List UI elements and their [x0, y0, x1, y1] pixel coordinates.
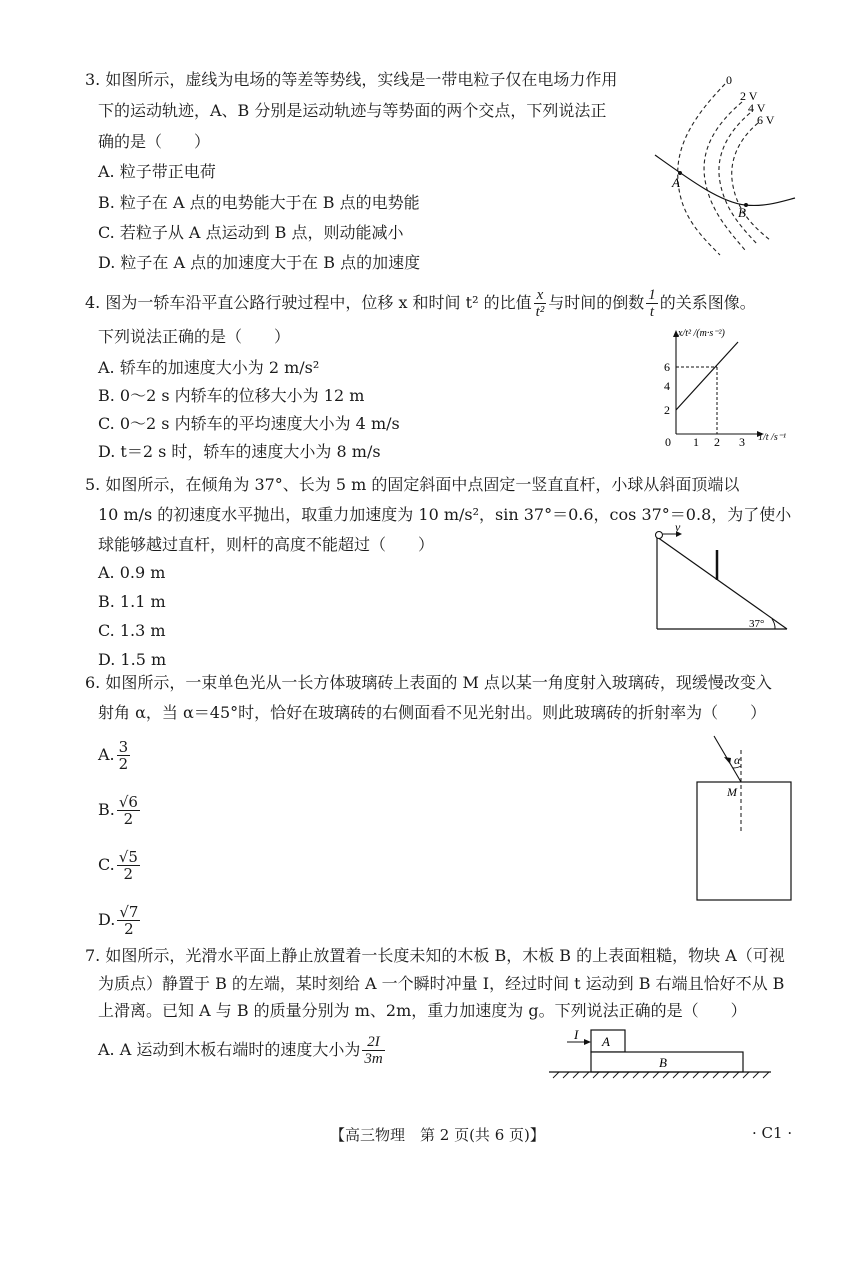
q6-alpha-label: α	[734, 753, 741, 767]
q3-label-6v: 6 V	[757, 113, 775, 127]
q6-stem-line-1: 6. 如图所示，一束单色光从一长方体玻璃砖上表面的 M 点以某一角度射入玻璃砖，现缓慢改变入	[85, 673, 772, 692]
q6-option-b-fraction	[117, 794, 140, 827]
q4-x-tick-3: 3	[739, 435, 745, 449]
q7-ground-hatch	[553, 1072, 769, 1078]
q7-option-a	[98, 1030, 387, 1070]
q6-ray-arrowhead	[724, 757, 731, 764]
q4-fraction-1-over-t	[646, 287, 658, 320]
q6-option-c-fraction	[117, 849, 140, 882]
q7-stem-line-3: 上滑离。已知 A 与 B 的质量分别为 m、2m，重力加速度为 g。下列说法正确的是（ ）	[98, 1001, 747, 1020]
q7-option-a-den: 3m	[364, 1051, 383, 1067]
q7-stem-line-2: 为质点）静置于 B 的左端，某时刻给 A 一个瞬时冲量 I，经过时间 t 运动到 B 右端且恰好不从 B	[98, 974, 785, 993]
q4-stem-line-2: 下列说法正确的是（ ）	[98, 327, 291, 346]
q7-option-a-fraction	[362, 1034, 384, 1067]
q6-option-c-den: 2	[123, 865, 134, 883]
q4-y-label: x/t² /(m·s⁻²)	[678, 328, 725, 339]
q3-label-2v: 2 V	[740, 89, 758, 103]
q5-option-d: D. 1.5 m	[98, 650, 167, 669]
q6-option-b-num: √6	[118, 793, 138, 811]
q3-label-0: 0	[726, 73, 732, 87]
q6-option-d-fraction	[117, 904, 140, 937]
q4-option-a: A. 轿车的加速度大小为 2 m/s²	[98, 358, 320, 377]
q7-block-a-label: A	[602, 1034, 610, 1049]
q3-label-4v: 4 V	[748, 101, 766, 115]
q7-impulse-arrowhead	[584, 1039, 591, 1045]
q6-glass-block	[697, 782, 791, 900]
q6-option-d-den: 2	[124, 920, 134, 938]
q6-option-c-letter: C.	[98, 855, 115, 874]
q5-incline-slope	[657, 537, 787, 629]
q3-option-a: A. 粒子带正电荷	[98, 162, 216, 181]
q4-fraction-x-over-t2	[534, 287, 547, 320]
q3-point-b-label: B	[738, 205, 746, 220]
q5-option-a: A. 0.9 m	[98, 563, 166, 582]
q7-board-b	[591, 1052, 743, 1072]
q4-frac1-num: x	[534, 287, 547, 304]
q6-option-b-den: 2	[123, 810, 134, 828]
q6-glass-figure	[690, 728, 800, 904]
q4-x-tick-1: 1	[693, 435, 699, 449]
q3-equipotential-0	[678, 84, 725, 255]
page-footer-info: 【高三物理 第 2 页(共 6 页)】	[330, 1126, 545, 1144]
q5-option-b: B. 1.1 m	[98, 592, 166, 611]
q6-option-c	[98, 845, 142, 885]
q5-stem-line-1: 5. 如图所示，在倾角为 37°、长为 5 m 的固定斜面中点固定一竖直直杆，小球从斜面顶端以	[85, 475, 740, 494]
q4-option-b: B. 0～2 s 内轿车的位移大小为 12 m	[98, 386, 365, 405]
q7-stem-line-1: 7. 如图所示，光滑水平面上静止放置着一长度未知的木板 B，木板 B 的上表面粗糙，物块 A（可视	[85, 946, 785, 965]
q4-option-d: D. t＝2 s 时，轿车的速度大小为 8 m/s	[98, 442, 381, 461]
page-footer-code: · C1 ·	[752, 1124, 793, 1142]
q4-frac2-den: t	[649, 304, 655, 320]
q6-option-a-num: 3	[118, 738, 129, 756]
q6-option-a	[98, 735, 132, 775]
q4-stem-part-2: 与时间的倒数	[548, 293, 645, 312]
q5-option-c: C. 1.3 m	[98, 621, 166, 640]
q5-stem-line-3: 球能够越过直杆，则杆的高度不能超过（ ）	[98, 535, 435, 554]
q4-frac1-den: t²	[535, 304, 545, 320]
q4-x-tick-2: 2	[714, 435, 720, 449]
q3-option-b: B. 粒子在 A 点的电势能大于在 B 点的电势能	[98, 193, 420, 212]
q3-stem-line-1: 3. 如图所示，虚线为电场的等差等势线，实线是一带电粒子仅在电场力作用	[85, 70, 618, 89]
q6-option-b-letter: B.	[98, 800, 115, 819]
q4-y-tick-6: 6	[664, 360, 670, 374]
q3-option-c: C. 若粒子从 A 点运动到 B 点，则动能减小	[98, 223, 404, 242]
q4-x-tick-0: 0	[665, 435, 671, 449]
q4-option-c: C. 0～2 s 内轿车的平均速度大小为 4 m/s	[98, 414, 400, 433]
q6-m-label: M	[727, 785, 737, 799]
q3-stem-line-3: 确的是（ ）	[98, 132, 211, 151]
q7-board-b-label: B	[659, 1055, 667, 1070]
q6-option-d-num: √7	[119, 903, 139, 921]
q6-option-a-fraction	[117, 739, 131, 772]
q4-graph-line	[676, 342, 738, 410]
q7-option-a-text: A. A 运动到木板右端时的速度大小为	[98, 1040, 361, 1059]
q3-option-d: D. 粒子在 A 点的加速度大于在 B 点的加速度	[98, 253, 421, 272]
q6-option-d	[98, 900, 142, 940]
q3-point-a-label: A	[672, 175, 680, 190]
q4-x-label: 1/t /s⁻¹	[758, 432, 787, 443]
q4-y-tick-4: 4	[664, 379, 670, 393]
q7-option-a-num: 2I	[362, 1034, 384, 1051]
q3-stem-line-2: 下的运动轨迹，A、B 分别是运动轨迹与等势面的两个交点，下列说法正	[98, 101, 607, 120]
q5-incline-figure	[650, 520, 795, 635]
q4-stem-line-1	[85, 285, 756, 321]
q4-stem-part-3: 的关系图像。	[659, 293, 756, 312]
q6-option-c-num: √5	[118, 848, 138, 866]
q6-stem-line-2: 射角 α，当 α＝45°时，恰好在玻璃砖的右侧面看不见光射出。则此玻璃砖的折射率为（ ）	[98, 703, 767, 722]
q7-board-figure	[545, 1026, 775, 1082]
q6-option-a-letter: A.	[98, 745, 115, 764]
q5-stem-line-2: 10 m/s 的初速度水平抛出，取重力加速度为 10 m/s²，sin 37°＝0.6，cos 37°＝0.8，为了使小	[98, 505, 792, 524]
q4-graph	[660, 322, 800, 452]
q5-angle-label: 37°	[749, 618, 765, 630]
q6-option-d-letter: D.	[98, 910, 116, 929]
q6-option-b	[98, 790, 142, 830]
q3-equipotential-figure	[650, 70, 800, 260]
q3-equipotential-6v	[732, 123, 770, 240]
q4-y-tick-2: 2	[664, 403, 670, 417]
q4-frac2-num: 1	[648, 287, 656, 303]
q4-stem-part-1: 4. 图为一轿车沿平直公路行驶过程中，位移 x 和时间 t² 的比值	[85, 293, 532, 312]
q5-ball	[656, 532, 663, 539]
q6-option-a-den: 2	[118, 755, 129, 773]
q5-velocity-label: v	[675, 520, 681, 534]
q7-impulse-label: I	[574, 1027, 579, 1042]
